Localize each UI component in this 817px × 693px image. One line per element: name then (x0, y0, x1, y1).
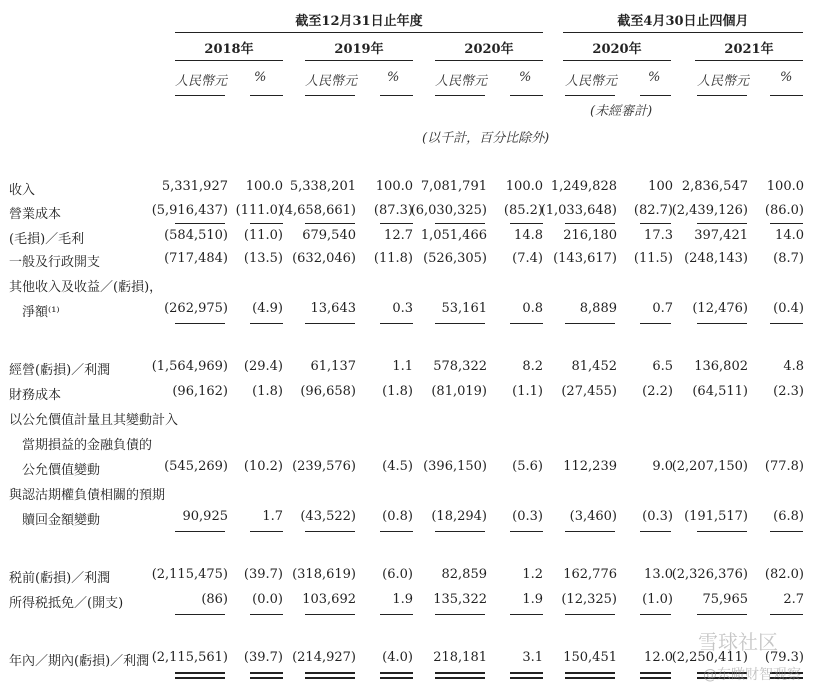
percent-cell: 0.7 (652, 301, 673, 316)
value-cell: 90,925 (182, 509, 228, 524)
subtotal-rule (510, 614, 543, 615)
value-cell: 1,051,466 (420, 228, 487, 243)
value-cell: (632,046) (292, 251, 356, 266)
row-label: 經營(虧損)／利潤 (9, 363, 111, 378)
sub-rule (435, 95, 485, 96)
value-cell: (248,143) (684, 251, 748, 266)
total-double-rule (565, 677, 615, 679)
percent-cell: (11.8) (373, 251, 413, 266)
row-label: 營業成本 (9, 207, 62, 222)
value-cell: 679,540 (302, 228, 356, 243)
value-cell: (1,564,969) (151, 359, 228, 374)
subtotal-rule (305, 614, 355, 615)
units-note: (以千計，百分比除外) (422, 131, 550, 146)
percent-cell: 3.1 (522, 650, 543, 665)
value-cell: 162,776 (563, 567, 617, 582)
value-cell: (1,033,648) (540, 203, 617, 218)
value-cell: (239,576) (292, 459, 356, 474)
subtotal-rule (640, 223, 671, 224)
value-cell: (262,975) (164, 301, 228, 316)
subtotal-rule (250, 531, 283, 532)
total-double-rule (250, 677, 283, 679)
percent-cell: 14.8 (514, 228, 543, 243)
subtotal-rule (565, 531, 615, 532)
subtotal-rule (770, 323, 803, 324)
total-double-rule (175, 677, 225, 679)
percent-cell: 0.3 (392, 301, 413, 316)
subtotal-rule (435, 614, 485, 615)
value-cell: (396,150) (423, 459, 487, 474)
percent-header: % (648, 70, 661, 85)
year-rule-3 (435, 60, 543, 61)
percent-cell: 1.7 (262, 509, 283, 524)
value-cell: (6,030,325) (410, 203, 487, 218)
value-cell: 218,181 (433, 650, 487, 665)
percent-cell: 100.0 (375, 179, 413, 194)
value-cell: 53,161 (441, 301, 487, 316)
total-double-rule (305, 677, 355, 679)
value-cell: (43,522) (300, 509, 356, 524)
percent-cell: 17.3 (644, 228, 673, 243)
sub-rule (510, 95, 543, 96)
sub-rule (305, 95, 355, 96)
subtotal-rule (250, 223, 283, 224)
subtotal-rule (305, 323, 355, 324)
percent-cell: 2.7 (783, 592, 804, 607)
total-double-rule (305, 672, 355, 674)
subtotal-rule (510, 531, 543, 532)
row-label-continued: 淨額⁽¹⁾ (22, 305, 60, 320)
percent-cell: (39.7) (243, 567, 283, 582)
percent-cell: 100.0 (766, 179, 804, 194)
percent-cell: (11.0) (243, 228, 283, 243)
row-label-continued: 贖回金額變動 (22, 513, 101, 528)
row-label-continued: 當期損益的金融負債的 (22, 438, 153, 453)
value-cell: 135,322 (433, 592, 487, 607)
subtotal-rule (640, 323, 671, 324)
value-cell: (2,326,376) (671, 567, 748, 582)
percent-cell: (86.0) (764, 203, 804, 218)
percent-header: % (780, 70, 793, 85)
percent-cell: (0.4) (773, 301, 804, 316)
percent-cell: (2.3) (773, 384, 804, 399)
percent-cell: (1.0) (642, 592, 673, 607)
sub-rule (380, 95, 413, 96)
percent-cell: (29.4) (243, 359, 283, 374)
value-cell: (191,517) (684, 509, 748, 524)
subtotal-rule (565, 223, 615, 224)
percent-cell: (1.8) (252, 384, 283, 399)
value-cell: (96,162) (172, 384, 228, 399)
subtotal-rule (435, 223, 485, 224)
currency-header: 人民幣元 (697, 74, 750, 89)
subtotal-rule (565, 323, 615, 324)
row-label: 所得税抵免／(開支) (9, 596, 124, 611)
subtotal-rule (697, 323, 747, 324)
row-label: 與認沽期權負債相關的預期 (9, 488, 166, 503)
subtotal-rule (640, 614, 671, 615)
value-cell: (5,916,437) (151, 203, 228, 218)
group-header-four-months: 截至4月30日止四個月 (617, 14, 749, 29)
subtotal-rule (435, 323, 485, 324)
currency-header: 人民幣元 (565, 74, 618, 89)
subtotal-rule (175, 323, 225, 324)
percent-cell: 100 (648, 179, 673, 194)
value-cell: 61,137 (310, 359, 356, 374)
subtotal-rule (565, 614, 615, 615)
total-double-rule (640, 677, 671, 679)
value-cell: (96,658) (300, 384, 356, 399)
group-header-fiscal-year: 截至12月31日止年度 (295, 14, 423, 29)
total-double-rule (435, 672, 485, 674)
total-double-rule (380, 677, 413, 679)
percent-cell: 100.0 (245, 179, 283, 194)
currency-header: 人民幣元 (435, 74, 488, 89)
percent-cell: (77.8) (764, 459, 804, 474)
value-cell: (545,269) (164, 459, 228, 474)
value-cell: 216,180 (563, 228, 617, 243)
percent-cell: (0.3) (512, 509, 543, 524)
row-label: 年內／期內(虧損)／利潤 (9, 654, 150, 669)
subtotal-rule (175, 614, 225, 615)
sub-rule (250, 95, 283, 96)
sub-rule (175, 95, 225, 96)
value-cell: (2,115,561) (151, 650, 228, 665)
watermark-logo-text: 雪球社区 (698, 630, 778, 654)
percent-cell: 6.5 (652, 359, 673, 374)
row-label: 財務成本 (9, 388, 62, 403)
percent-cell: (87.3) (373, 203, 413, 218)
value-cell: (4,658,661) (279, 203, 356, 218)
watermark-handle-text: @东瞰财智观察 (703, 667, 801, 683)
row-label: (毛損)／毛利 (9, 232, 85, 247)
percent-cell: (10.2) (243, 459, 283, 474)
value-cell: 112,239 (563, 459, 617, 474)
total-double-rule (565, 672, 615, 674)
percent-cell: 12.0 (644, 650, 673, 665)
subtotal-rule (380, 323, 413, 324)
total-double-rule (435, 677, 485, 679)
percent-cell: (82.0) (764, 567, 804, 582)
year-header-2020: 2020年 (464, 42, 514, 57)
year-header-2018: 2018年 (204, 42, 254, 57)
subtotal-rule (697, 223, 747, 224)
subtotal-rule (250, 323, 283, 324)
currency-header: 人民幣元 (305, 74, 358, 89)
value-cell: 578,322 (433, 359, 487, 374)
value-cell: (2,207,150) (671, 459, 748, 474)
value-cell: (2,115,475) (151, 567, 228, 582)
value-cell: 13,643 (310, 301, 356, 316)
percent-cell: (4.9) (252, 301, 283, 316)
subtotal-rule (250, 614, 283, 615)
value-cell: (64,511) (692, 384, 748, 399)
value-cell: 8,889 (579, 301, 617, 316)
percent-cell: 8.2 (522, 359, 543, 374)
year-header-2020-four-months: 2020年 (592, 42, 642, 57)
total-double-rule (510, 672, 543, 674)
value-cell: (18,294) (431, 509, 487, 524)
percent-cell: (82.7) (633, 203, 673, 218)
percent-cell: (5.6) (512, 459, 543, 474)
percent-cell: (6.8) (773, 509, 804, 524)
row-label: 收入 (9, 183, 36, 198)
subtotal-rule (380, 614, 413, 615)
percent-cell: (13.5) (243, 251, 283, 266)
percent-cell: 1.9 (522, 592, 543, 607)
value-cell: 5,331,927 (161, 179, 228, 194)
value-cell: 75,965 (702, 592, 748, 607)
percent-cell: (1.1) (512, 384, 543, 399)
percent-cell: (2.2) (642, 384, 673, 399)
sub-rule (697, 95, 747, 96)
value-cell: (27,455) (561, 384, 617, 399)
subtotal-rule (510, 223, 543, 224)
value-cell: 7,081,791 (420, 179, 487, 194)
year-rule-1 (175, 60, 283, 61)
row-label-continued: 公允價值變動 (22, 463, 101, 478)
percent-cell: (4.5) (382, 459, 413, 474)
year-rule-2 (305, 60, 413, 61)
percent-cell: 100.0 (505, 179, 543, 194)
row-label: 一般及行政開支 (9, 255, 101, 270)
total-double-rule (250, 672, 283, 674)
value-cell: (526,305) (423, 251, 487, 266)
subtotal-rule (770, 223, 803, 224)
subtotal-rule (175, 531, 225, 532)
percent-header: % (519, 70, 532, 85)
percent-cell: (111.0) (235, 203, 283, 218)
value-cell: 1,249,828 (550, 179, 617, 194)
percent-cell: (8.7) (773, 251, 804, 266)
value-cell: (12,325) (561, 592, 617, 607)
percent-cell: (85.2) (503, 203, 543, 218)
value-cell: (81,019) (431, 384, 487, 399)
value-cell: 136,802 (694, 359, 748, 374)
percent-cell: (0.3) (642, 509, 673, 524)
percent-cell: 1.1 (392, 359, 413, 374)
value-cell: (12,476) (692, 301, 748, 316)
percent-cell: 13.0 (644, 567, 673, 582)
value-cell: 81,452 (571, 359, 617, 374)
subtotal-rule (697, 614, 747, 615)
value-cell: (214,927) (292, 650, 356, 665)
sub-rule (565, 95, 615, 96)
value-cell: (86) (201, 592, 228, 607)
percent-cell: 1.2 (522, 567, 543, 582)
value-cell: (717,484) (164, 251, 228, 266)
subtotal-rule (305, 223, 355, 224)
value-cell: (584,510) (164, 228, 228, 243)
group-header-rule-1 (175, 32, 543, 33)
subtotal-rule (770, 614, 803, 615)
percent-cell: (4.0) (382, 650, 413, 665)
percent-cell: 0.8 (522, 301, 543, 316)
currency-header: 人民幣元 (175, 74, 228, 89)
year-rule-5 (695, 60, 803, 61)
subtotal-rule (640, 531, 671, 532)
row-label: 税前(虧損)／利潤 (9, 571, 111, 586)
percent-cell: (79.3) (764, 650, 804, 665)
row-label: 以公允價值計量且其變動計入 (9, 413, 179, 428)
percent-cell: (1.8) (382, 384, 413, 399)
value-cell: 82,859 (441, 567, 487, 582)
total-double-rule (380, 672, 413, 674)
subtotal-rule (380, 531, 413, 532)
total-double-rule (640, 672, 671, 674)
value-cell: 150,451 (563, 650, 617, 665)
total-double-rule (510, 677, 543, 679)
value-cell: 103,692 (302, 592, 356, 607)
percent-cell: (0.0) (252, 592, 283, 607)
value-cell: (2,250,411) (671, 650, 748, 665)
percent-cell: 14.0 (775, 228, 804, 243)
value-cell: 2,836,547 (681, 179, 748, 194)
total-double-rule (175, 672, 225, 674)
sub-rule (770, 95, 803, 96)
year-header-2019: 2019年 (334, 42, 384, 57)
subtotal-rule (697, 531, 747, 532)
subtotal-rule (770, 531, 803, 532)
percent-cell: 12.7 (384, 228, 413, 243)
year-rule-4 (563, 60, 671, 61)
value-cell: 5,338,201 (289, 179, 356, 194)
value-cell: (318,619) (292, 567, 356, 582)
unaudited-note: (未經審計) (590, 104, 653, 119)
percent-header: % (254, 70, 267, 85)
subtotal-rule (305, 531, 355, 532)
subtotal-rule (435, 531, 485, 532)
value-cell: 397,421 (694, 228, 748, 243)
year-header-2021-four-months: 2021年 (724, 42, 774, 57)
value-cell: (3,460) (569, 509, 617, 524)
subtotal-rule (380, 223, 413, 224)
percent-cell: (6.0) (382, 567, 413, 582)
percent-cell: (11.5) (633, 251, 673, 266)
group-header-rule-2 (563, 32, 803, 33)
sub-rule (640, 95, 671, 96)
percent-cell: (0.8) (382, 509, 413, 524)
percent-cell: (7.4) (512, 251, 543, 266)
subtotal-rule (175, 223, 225, 224)
percent-cell: 4.8 (783, 359, 804, 374)
value-cell: (2,439,126) (671, 203, 748, 218)
percent-header: % (387, 70, 400, 85)
value-cell: (143,617) (553, 251, 617, 266)
row-label: 其他收入及收益／(虧損)， (9, 280, 163, 295)
subtotal-rule (510, 323, 543, 324)
percent-cell: 1.9 (392, 592, 413, 607)
percent-cell: (39.7) (243, 650, 283, 665)
percent-cell: 9.0 (652, 459, 673, 474)
